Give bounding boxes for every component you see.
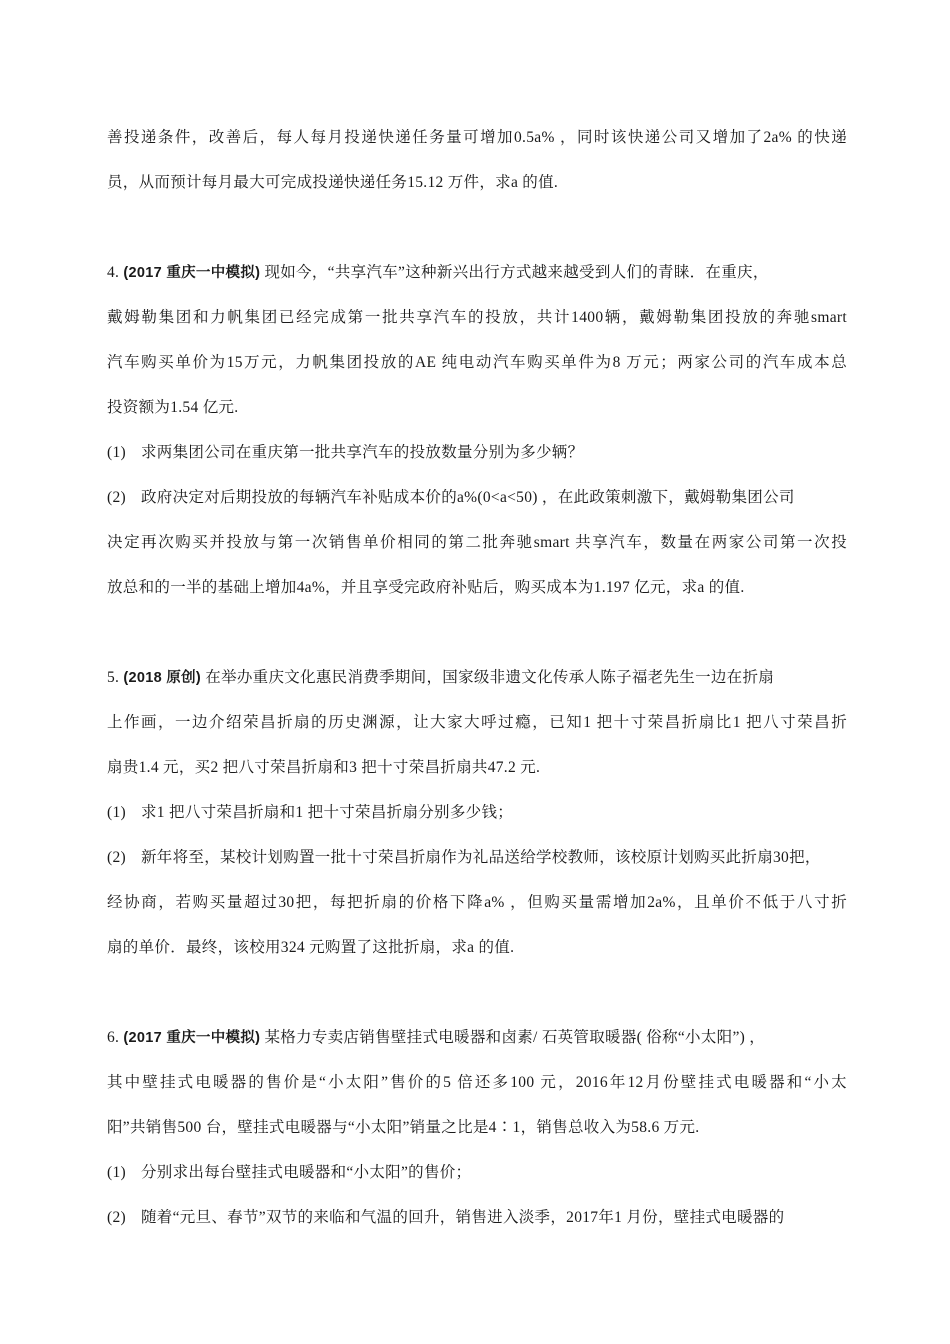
problem-4-header — [107, 263, 847, 283]
part-2 — [107, 488, 847, 508]
problem-source: (2017 重庆一中模拟) — [123, 1030, 261, 1046]
intro-line-2: 员，从而预计每月最大可完成投递快递任务15.12 万件，求a 的值. — [107, 174, 559, 191]
part-label: (2) — [107, 489, 126, 506]
intro-line-1: 善投递条件，改善后，每人每月投递快递任务量可增加0.5a% ，同时该快递公司又增加了2a% 的快递 — [107, 129, 847, 146]
problem-stem-line: 某格力专卖店销售壁挂式电暖器和卤素/ 石英管取暖器( 俗称“小太阳”) ， — [264, 1029, 766, 1046]
part-line: 随着“元旦、春节”双节的来临和气温的回升，销售进入淡季，2017年1 月份，壁挂式电暖器的 — [141, 1209, 785, 1226]
problem-source: (2018 原创) — [123, 670, 202, 686]
problem-source: (2017 重庆一中模拟) — [123, 265, 261, 281]
part-1 — [107, 1163, 847, 1183]
problem-number: 5. — [107, 669, 120, 686]
part-1 — [107, 443, 847, 463]
problem-number: 4. — [107, 264, 120, 281]
problem-6-header — [107, 1028, 847, 1048]
part-label: (1) — [107, 1164, 126, 1181]
problem-stem-line: 扇贵1.4 元，买2 把八寸荣昌折扇和3 把十寸荣昌折扇共47.2 元. — [107, 759, 541, 776]
part-line: 政府决定对后期投放的每辆汽车补贴成本价的a%(0<a<50) ，在此政策刺激下，戴姆勒集团公司 — [141, 489, 795, 506]
problem-stem-line: 在举办重庆文化惠民消费季期间，国家级非遗文化传承人陈子福老先生一边在折扇 — [205, 669, 775, 686]
problem-5-header — [107, 668, 847, 688]
part-line: 放总和的一半的基础上增加4a%，并且享受完政府补贴后，购买成本为1.197 亿元，求a 的值. — [107, 579, 745, 596]
part-2 — [107, 1208, 847, 1228]
part-line: 新年将至，某校计划购置一批十寸荣昌折扇作为礼品送给学校教师，该校原计划购买此折扇30把， — [141, 849, 821, 866]
part-1 — [107, 803, 847, 823]
problem-number: 6. — [107, 1029, 120, 1046]
part-line: 决定再次购买并投放与第一次销售单价相同的第二批奔驰smart 共享汽车，数量在两家公司第一次投 — [107, 534, 847, 551]
problem-stem-line: 上作画，一边介绍荣昌折扇的历史渊源，让大家大呼过瘾，已知1 把十寸荣昌折扇比1 把八寸荣昌折 — [107, 714, 847, 731]
part-label: (1) — [107, 804, 126, 821]
part-2 — [107, 848, 847, 868]
part-line: 求两集团公司在重庆第一批共享汽车的投放数量分别为多少辆？ — [141, 444, 584, 461]
part-line: 扇的单价．最终，该校用324 元购置了这批折扇，求a 的值. — [107, 939, 515, 956]
problem-stem-line: 汽车购买单价为15万元，力帆集团投放的AE 纯电动汽车购买单件为8 万元；两家公司的汽车成本总 — [107, 354, 847, 371]
part-label: (2) — [107, 849, 126, 866]
problem-stem-line: 其中壁挂式电暖器的售价是“小太阳”售价的5 倍还多100 元，2016年12月份壁挂式电暖器和“小太 — [107, 1074, 847, 1091]
part-line: 分别求出每台壁挂式电暖器和“小太阳”的售价； — [141, 1164, 472, 1181]
problem-stem-line: 阳”共销售500 台，壁挂式电暖器与“小太阳”销量之比是4∶1，销售总收入为58.6 万元. — [107, 1119, 700, 1136]
part-line: 经协商，若购买量超过30把，每把折扇的价格下降a% ，但购买量需增加2a%，且单价不低于八寸折 — [107, 894, 847, 911]
problem-stem-line: 现如今，“共享汽车”这种新兴出行方式越来越受到人们的青睐．在重庆， — [264, 264, 769, 281]
part-label: (1) — [107, 444, 126, 461]
problem-stem-line: 投资额为1.54 亿元. — [107, 399, 239, 416]
part-label: (2) — [107, 1209, 126, 1226]
part-line: 求1 把八寸荣昌折扇和1 把十寸荣昌折扇分别多少钱； — [141, 804, 514, 821]
problem-stem-line: 戴姆勒集团和力帆集团已经完成第一批共享汽车的投放，共计1400辆，戴姆勒集团投放的奔驰smart — [107, 309, 847, 326]
